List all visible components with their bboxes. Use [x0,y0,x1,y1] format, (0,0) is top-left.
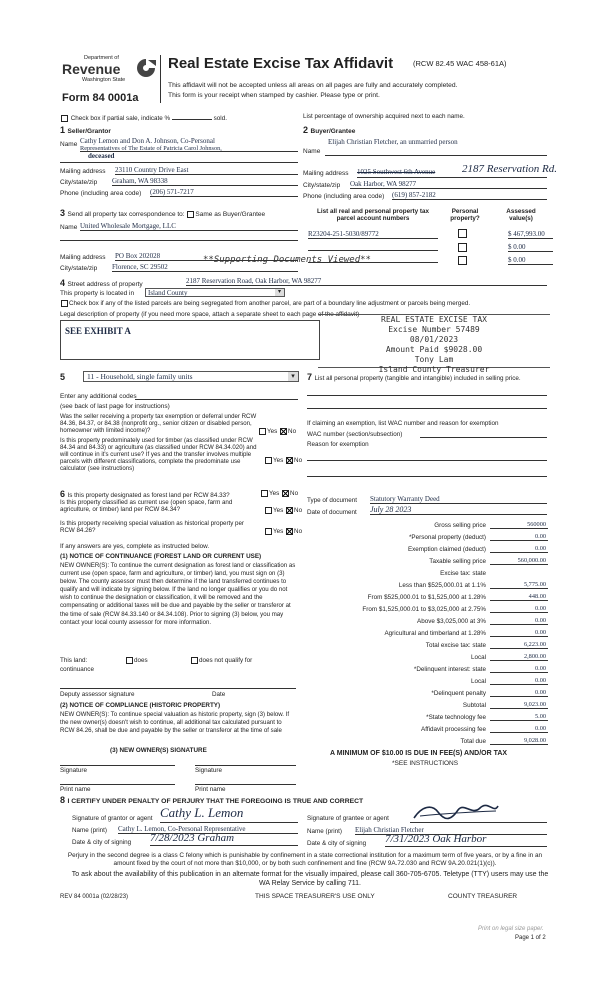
owner-print-line2[interactable] [195,784,296,785]
seller-mailing-value[interactable]: 23110 Country Drive East [115,166,298,175]
form-number: Form 84 0001a [62,92,139,104]
grantor-signature[interactable]: Cathy L. Lemon [160,805,244,820]
buyer-name-line [325,155,547,156]
assessed-value-1[interactable]: $ 467,993.00 [508,230,553,239]
notice-line1: This affidavit will not be accepted unless all areas on all pages are fully and accurately completed. [168,82,458,89]
buyer-heading: 2 Buyer/Grantee [303,125,356,135]
s6q1-no-checkbox[interactable] [282,490,289,497]
s6q1-yes-checkbox[interactable] [261,490,268,497]
section3-name-line2 [60,240,298,241]
section6-q3: Is this property receiving special valuation as historical property per RCW 84.26? [60,520,244,535]
section6-q1-answers: Yes No [260,490,298,497]
assessed-value-2[interactable]: $ 0.00 [508,243,553,252]
alt-format-notice: To ask about the availability of this publication in an alternate format for the visually impaired, please call 360-705-6705. Teletype (TTY) users may use the WA Relay Service by calling 711. [71,871,549,887]
deputy-date-label: Date [212,691,226,698]
buyer-city-label: City/state/zip [303,182,341,189]
grantor-date-value[interactable]: 7/28/2023 Graham [150,832,298,846]
rev-number: REV 84 0001a (02/28/23) [60,894,129,900]
section3-mailing-value[interactable]: PO Box 202028 [115,252,298,261]
section7-line2[interactable] [307,408,547,409]
fee-row: From $1,525,000.01 to $3,025,000 at 2.75% 0.00 [362,605,546,613]
section4-located-label: This property is located in [60,290,135,297]
form-rcw: (RCW 82.45 WAC 458-61A) [413,59,507,68]
grantee-date-label: Date & city of signing [307,840,367,847]
seller-phone-label: Phone (including area code) [60,190,142,197]
deputy-sig-label: Deputy assessor signature [60,691,135,698]
section8-heading: 8 I CERTIFY UNDER PENALTY OF PERJURY THAT THE FOREGOING IS TRUE AND CORRECT [60,795,364,805]
fee-row: From $525,000.01 to $1,525,000 at 1.28% 448.00 [367,593,546,601]
section6-q2-answers: Yes No [264,507,302,514]
minimum-due-note: A MINIMUM OF $10.00 IS DUE IN FEE(S) AND/OR TAX [330,750,508,757]
personal-property-checkbox-2[interactable] [458,243,467,252]
section3-city-value[interactable]: Florence, SC 29502 [112,263,298,272]
wac-input[interactable] [420,437,547,438]
s6q2-yes-checkbox[interactable] [265,507,272,514]
supporting-docs-stamp: **Supporting Documents Viewed** [203,255,371,265]
fee-row: Less than $525,000.01 at 1.1% 5,775.00 [398,581,546,589]
q2-no-checkbox[interactable] [286,457,293,464]
reason-label: Reason for exemption [307,441,369,448]
section5-q1-answers: Yes No [258,428,296,435]
fee-value[interactable]: 560,000.00 [490,557,548,565]
fee-row: Taxable selling price 560,000.00 [429,557,546,565]
fee-value[interactable]: 0.00 [490,689,548,697]
legal-description-value: SEE EXHIBIT A [65,326,131,336]
buyer-name-label: Name [303,148,321,155]
notice2-body: NEW OWNER(S): To continue special valuation as historic property, sign (3) below. If the new owner(s) doesn't wish to continue, all additional tax calculated pursuant to RCW 84.26, shall be due and payable by the seller or transferor at the time of sale [60,711,290,735]
deputy-sig-line[interactable] [60,688,296,689]
fee-value[interactable]: 5,775.00 [490,581,548,589]
personal-property-checkbox-3[interactable] [458,256,467,265]
fee-value[interactable]: 0.00 [490,533,548,541]
grantor-sig-line [160,822,298,823]
grantee-print-value[interactable]: Elijah Christian Fletcher [355,826,547,835]
same-as-buyer-checkbox[interactable] [187,211,194,218]
owner-print-label2: Print name [195,786,226,793]
does-not-checkbox[interactable] [191,657,198,664]
grantee-print-label: Name (print) [307,828,342,835]
dor-swirl-icon [134,57,158,79]
fee-value[interactable]: 0.00 [490,629,548,637]
doc-date-value[interactable]: July 28 2023 [370,505,547,515]
fee-row: *Delinquent interest: state 0.00 [413,665,546,673]
chevron-down-icon: ▾ [288,372,298,381]
buyer-mailing-struck[interactable]: 1025 Southwest 6th Avenue [357,168,436,176]
does-option: does [125,657,148,664]
does-checkbox[interactable] [126,657,133,664]
fee-value[interactable]: 0.00 [490,617,548,625]
q2-yes-checkbox[interactable] [265,457,272,464]
seller-city-label: City/state/zip [60,179,98,186]
fee-row: Exemption claimed (deduct) 0.00 [407,545,546,553]
grantee-sig-label: Signature of grantee or agent [307,815,389,822]
seller-name-line2 [60,162,298,163]
fee-row: Agricultural and timberland at 1.28% 0.00 [384,629,546,637]
buyer-name-value[interactable]: Elijah Christian Fletcher, an unmarried person [328,138,458,146]
personal-property-header: Personal property? [450,208,480,223]
fee-row: *State technology fee 5.00 [426,713,546,721]
new-owner-sig-title: (3) NEW OWNER(S) SIGNATURE [110,747,207,754]
seller-phone-value[interactable]: (206) 571-7217 [150,188,298,197]
owner-print-label1: Print name [60,786,91,793]
partial-sale-input[interactable] [172,113,212,120]
this-land-row: This land: [60,657,88,664]
notice1-body: NEW OWNER(S): To continue the current designation as forest land or classification as current use (open space, farm and agriculture, or timber) land, you must sign on (3) below. The county assessor must then determine if the land transferred continues to qualify and will indicate by signing below. If the land no longer qualifies or you do not wish to continue the designation or classification, it will be removed and the compensating or additional taxes will be due and payable by the seller or transferor at the time of sale (RCW 84.33.140 or 84.34.108). Prior to signing (3) below, you may contact your local county assessor for more information. [60,562,296,626]
ownership-note: List percentage of ownership acquired next to each name. [303,113,465,120]
section7-line1[interactable] [307,395,547,396]
seller-name-value[interactable]: Cathy Lemon and Don A. Johnson, Co-Personal [80,137,215,145]
seller-heading: 1 Seller/Grantor [60,125,111,135]
partial-sale-checkbox[interactable] [61,115,68,122]
grantor-print-value[interactable]: Cathy L. Lemon, Co-Personal Representative [118,825,298,834]
county-select-value: Island County [148,289,188,297]
s6q2-no-checkbox[interactable] [286,507,293,514]
section4-street-label: 4 Street address of property [60,278,143,288]
dept-line3: Washington State [82,77,126,83]
seller-city-value[interactable]: Graham, WA 98338 [112,177,298,186]
owner-sig-label1: Signature [60,767,87,774]
fee-value[interactable]: 0.00 [490,605,548,613]
header-divider [160,55,161,103]
notice1-title: (1) NOTICE OF CONTINUANCE (FOREST LAND OR CURRENT USE) [60,553,262,560]
county-treasurer: COUNTY TREASURER [448,893,518,900]
seller-mailing-label: Mailing address [60,168,106,175]
section6-q3-answers: Yes No [264,528,302,535]
notice2-title: (2) NOTICE OF COMPLIANCE (HISTORIC PROPERTY) [60,702,221,709]
fee-row: Above $3,025,000 at 3% 0.00 [417,617,546,625]
fee-row: *Delinquent penalty 0.00 [431,689,546,697]
reason-line2[interactable] [307,476,547,477]
fee-value[interactable]: 560000 [490,521,548,529]
continuance-label: continuance [60,666,94,673]
section7-heading: 7 List all personal property (tangible and intangible) included in selling price. [307,372,521,382]
section3-city-label: City/state/zip [60,265,98,272]
grantor-print-label: Name (print) [72,827,107,834]
dept-line2: Revenue [62,61,121,77]
parcel-line2 [308,250,438,251]
section4-segregated: Check box if any of the listed parcels are being segregated from another parcel, are part of a boundary line adjustment or parcels being merged. [60,300,470,307]
buyer-mailing-line [357,177,547,178]
s6q3-no-checkbox[interactable] [286,528,293,535]
dept-line1: Department of [84,55,119,61]
personal-property-checkbox-1[interactable] [458,229,467,238]
see-back-note: (see back of last page for instructions) [60,403,170,410]
buyer-mailing-handwritten[interactable]: 2187 Reservation Rd. [462,163,558,175]
additional-codes-input[interactable] [135,399,298,400]
q1-no-checkbox[interactable] [280,428,287,435]
section3-name-value[interactable]: United Wholesale Mortgage, LLC [80,222,298,231]
legal-description-label: Legal description of property (if you need more space, attach a separate sheet to each page of the affidavit) [60,311,360,318]
fee-value[interactable]: 448.00 [490,593,548,601]
fee-row: Subtotal 9,023.00 [462,701,546,709]
wac-label: WAC number (section/subsection) [307,431,403,438]
parcel-header: List all real and personal property tax parcel account numbers [317,208,429,223]
partial-sale-sold: sold. [213,115,227,122]
reason-line1[interactable] [307,460,547,461]
owner-sig-label2: Signature [195,767,222,774]
exemption-label: If claiming an exemption, list WAC number and reason for exemption [307,420,499,427]
section6-q1: 6 Is this property designated as forest land per RCW 84.33? [60,489,230,499]
fee-row: Gross selling price 560000 [434,521,546,529]
q1-yes-checkbox[interactable] [259,428,266,435]
treasurer-space: THIS SPACE TREASURER'S USE ONLY [255,893,375,900]
section5-q1: Was the seller receiving a property tax exemption or deferral under RCW 84.36, 84.37, or 84.38 (nonprofit org., senior citizen or disabled person, homeowner with limited income)? [60,413,257,434]
owner-sig-line2[interactable] [195,765,296,766]
stamp-line3: 08/01/2023 [409,335,459,344]
section5-number: 5 [60,372,66,382]
fee-row: *Personal property (deduct) 0.00 [408,533,546,541]
fee-value[interactable]: 0.00 [490,725,548,733]
grantee-signature-icon[interactable] [410,802,500,824]
seller-name-label: Name [60,141,78,148]
stamp-line4: Amount Paid $9028.00 [385,345,483,354]
fee-row: Affidavit processing fee 0.00 [421,725,546,733]
fee-value[interactable]: 2,800.00 [490,653,548,661]
grantee-sig-line [410,822,547,823]
fee-value[interactable]: 0.00 [490,665,548,673]
print-legal-note: Print on legal size paper. [478,926,544,932]
doc-type-label: Type of document [307,497,358,504]
fee-value[interactable]: 0.00 [490,677,548,685]
section4-street-value[interactable]: 2187 Reservation Road, Oak Harbor, WA 98277 [186,277,547,286]
grantor-sig-label: Signature of grantor or agent [72,815,153,822]
grantee-date-value[interactable]: 7/31/2023 Oak Harbor [385,833,547,847]
fee-row: Total excise tax: state 6,223.00 [425,641,546,649]
county-select[interactable] [145,288,285,297]
use-code-select[interactable] [83,371,299,382]
section6-if-yes: If any answers are yes, complete as instructed below. [60,543,210,550]
stamp-line1: REAL ESTATE EXCISE TAX [381,315,487,324]
grantor-date-label: Date & city of signing [72,839,132,846]
additional-codes-label: Enter any additional codes [60,393,137,400]
owner-print-line1[interactable] [60,784,175,785]
partial-sale-label: Check box if partial sale, indicate % [70,115,171,122]
parcel-line3 [308,262,438,263]
notice-line2: This form is your receipt when stamped by cashier. Please type or print. [168,92,380,99]
stamp-line6: Island County Treasurer [378,365,490,374]
owner-sig-line1[interactable] [60,765,175,766]
legal-description-box[interactable] [60,320,320,360]
fee-value[interactable]: 5.00 [490,713,548,721]
buyer-mailing-label: Mailing address [303,170,349,177]
fee-value[interactable]: 6,223.00 [490,641,548,649]
stamp-line2: Excise Number 57489 [388,325,480,334]
use-code-value: 11 - Household, single family units [87,372,193,381]
chevron-down-icon: ▾ [275,289,284,296]
fee-value[interactable]: 9,028.00 [490,737,548,745]
fee-row: Local 2,800.00 [470,653,546,661]
stamp-line5: Tony Lam [414,355,454,364]
fee-value[interactable]: 0.00 [490,545,548,553]
partial-sale-row [60,113,227,122]
fee-row: Local 0.00 [470,677,546,685]
section3-name-label: Name [60,224,78,231]
does-not-option: does not qualify for [190,657,252,664]
see-instructions-note: *SEE INSTRUCTIONS [392,760,459,767]
seller-name-value3[interactable]: deceased [88,152,115,160]
section5-q2: Is this property predominately used for timber (as classified under RCW 84.34 and 84.33) or agriculture (as classified under RCW 84.34.020) and will continue in it's current use? If yes and the transfer involves multiple parcels with different classifications, complete the predominate use calculator (see instructions) [60,437,257,472]
section3-mailing-label: Mailing address [60,254,106,261]
seller-name-value2[interactable]: Representatives of The Estate of Patricia Carol Johnson, [80,145,222,152]
s6q3-yes-checkbox[interactable] [265,528,272,535]
assessed-value-header: Assessed value(s) [506,208,536,223]
doc-date-label: Date of document [307,509,357,516]
dor-logo [62,55,158,91]
form-title: Real Estate Excise Tax Affidavit [168,55,394,72]
fee-value[interactable]: 9,023.00 [490,701,548,709]
section5-q2-answers: Yes No [264,457,302,464]
buyer-phone-value[interactable]: (619) 857-2182 [392,191,547,200]
buyer-city-value[interactable]: Oak Harbor, WA 98277 [350,180,547,189]
segregated-checkbox[interactable] [61,300,68,307]
perjury-notice: Perjury in the second degree is a class C felony which is punishable by confinement in a state correctional institution for a maximum term of five years, or by a fine in an amount fixed by the court of not more than $10,000, or by both such confinement and fine (RCW 9A.72.030 and RCW 9A.20.021(1)(c)). [67,852,543,867]
buyer-phone-label: Phone (including area code) [303,193,385,200]
fee-row: Excise tax: state [440,570,486,577]
assessed-value-3[interactable]: $ 0.00 [508,256,553,265]
fee-row: Total due 9,028.00 [460,737,546,745]
section3-heading: 3 Send all property tax correspondence to: Same as Buyer/Grantee [60,208,266,218]
treasurer-stamp [318,314,550,374]
page-number: Page 1 of 2 [515,935,546,941]
section6-q2: Is this property classified as current use (open space, farm and agriculture, or timber) land per RCW 84.34? [60,499,233,514]
parcel-value[interactable]: R23204-251-5030/89772 [308,230,438,239]
doc-type-value[interactable]: Statutory Warranty Deed [370,495,547,504]
